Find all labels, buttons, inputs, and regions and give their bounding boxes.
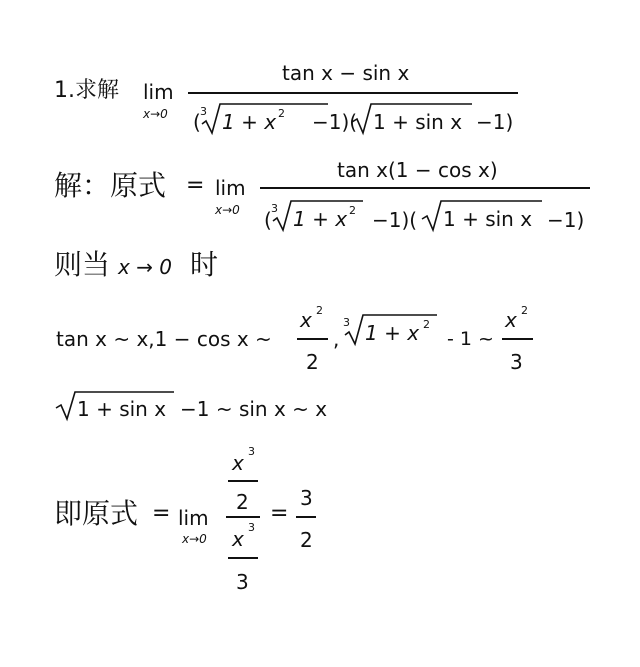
solution-den-close: −1) [547,208,585,232]
equivalence-cube-root [343,311,443,347]
problem-root-index: 3 [200,105,207,118]
answer-bar [296,516,316,518]
result-lim-subscript: x→0 [182,532,207,546]
problem-den-mid: −1)( [312,110,358,134]
problem-lim: lim [143,80,174,104]
condition-expr: x → 0 [118,255,173,279]
solution-equals: = [186,173,205,198]
result-equals2: = [270,501,289,526]
problem-root-content: 1 + x [222,110,277,134]
problem-den-open: ( [193,110,201,134]
solution-cube-root [271,197,371,233]
problem-sqrt [352,100,474,136]
problem-numerator: tan x − sin x [282,61,410,85]
equivalence-part1: tan x ~ x,1 − cos x ~ [56,327,272,351]
problem-root-exp: 2 [278,107,285,120]
solution-sqrt [422,197,544,233]
solution-lim-subscript: x→0 [215,203,240,217]
bottom-numerator-exp: 3 [248,521,255,534]
solution-root-index: 3 [271,202,278,215]
frac1-bar [297,338,328,340]
solution-root-exp: 2 [349,204,356,217]
top-numerator: x [232,451,244,475]
equivalence-root-index: 3 [343,316,350,329]
answer-numerator: 3 [300,486,313,510]
problem-sqrt-content: 1 + sin x [373,110,463,134]
frac2-bar [502,338,533,340]
result-equals: = [152,501,171,526]
frac1-numerator: x [300,308,312,332]
answer-denominator: 2 [300,528,313,552]
solution-den-open: ( [264,208,272,232]
equivalence-part2: - 1 ~ [447,328,494,350]
solution-root-content: 1 + x [293,207,348,231]
top-numerator-exp: 3 [248,445,255,458]
solution-den-mid: −1)( [372,208,418,232]
solution-lim: lim [215,176,246,200]
solution-fraction-bar [260,187,590,189]
equivalence-comma: , [333,327,340,351]
problem-fraction-bar [188,92,518,94]
frac1-denominator: 2 [306,350,319,374]
equivalence2-sqrt [56,388,178,422]
condition-suffix: 时 [190,248,219,281]
problem-label: 1.求解 [54,78,119,103]
problem-den-close: −1) [476,110,514,134]
equivalence-root-content: 1 + x [365,321,420,345]
bottom-numerator: x [232,527,244,551]
main-fraction-bar [226,516,260,518]
result-label: 即原式 [54,497,139,530]
solution-numerator: tan x(1 − cos x) [337,158,498,182]
top-denominator: 2 [236,490,249,514]
frac2-numerator: x [505,308,517,332]
frac2-numerator-exp: 2 [521,304,528,317]
top-inner-bar [228,480,258,482]
frac2-denominator: 3 [510,350,523,374]
bottom-denominator: 3 [236,570,249,594]
equivalence2-sqrt-content: 1 + sin x [77,397,167,421]
solution-label: 解：原式 [54,169,167,202]
condition-prefix: 则当 [54,248,111,281]
frac1-numerator-exp: 2 [316,304,323,317]
equivalence2-rest: −1 ~ sin x ~ x [180,397,328,421]
problem-lim-subscript: x→0 [143,107,168,121]
problem-cube-root [200,100,330,136]
result-lim: lim [178,506,209,530]
equivalence-root-exp: 2 [423,318,430,331]
solution-sqrt-content: 1 + sin x [443,207,533,231]
bottom-inner-bar [228,557,258,559]
